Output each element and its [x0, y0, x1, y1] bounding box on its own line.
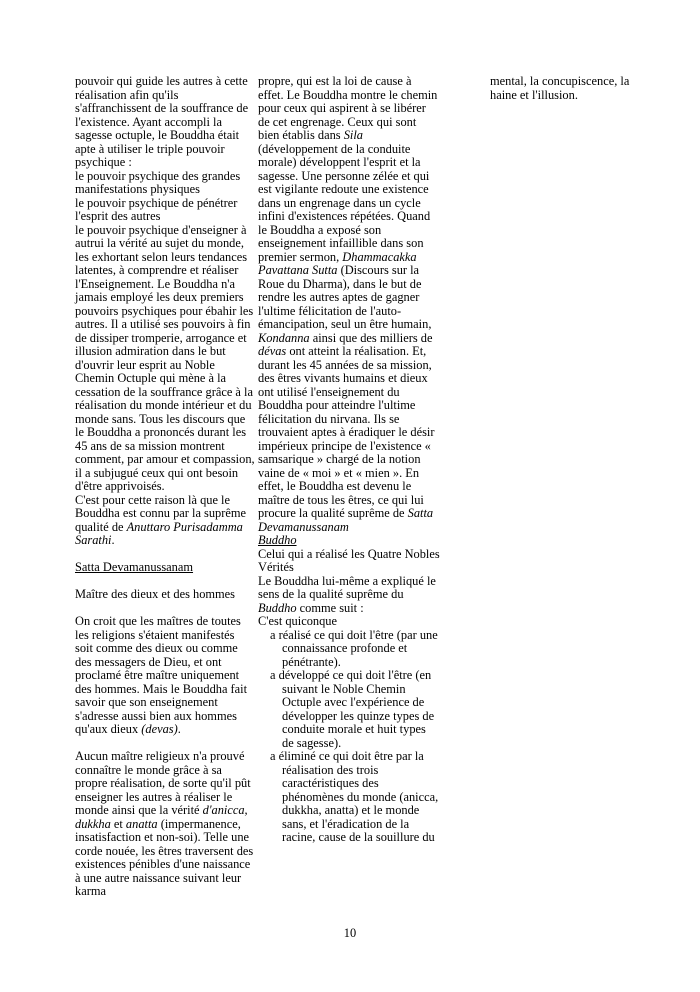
list-item: a éliminé ce qui doit être par la réalisation des trois caractéristiques des phénomènes du monde (anicca, dukkha, anatta) et le monde sans, et l'éradication de la racine, cause de la souillure du [270, 749, 439, 844]
list-item: a réalisé ce qui doit l'être (par une connaissance profonde et pénétrante). [270, 627, 438, 669]
section-subtitle: Maître des dieux et des hommes [75, 587, 236, 601]
paragraph: pouvoir qui guide les autres à cette réalisation afin qu'ils s'affranchissent de la souffrance de l'existence. Ayant accompli la sagesse octuple, le Bouddha était apte à utiliser le triple pouvoir psychique : [75, 74, 249, 169]
list-item: a développé ce qui doit l'être (en suivant le Noble Chemin Octuple avec l'expérience de développer les quinze types de conduite morale et huit types de sagesse). [270, 668, 435, 750]
paragraph: On croit que les maîtres de toutes les religions s'étaient manifestés soit comme des dieux ou comme des messagers de Dieu, et ont proclamé être maître uniquement des hommes. Mais le Bouddha fait savoir que son enseignement s'adresse aussi bien aux hommes qu'aux dieux (devas). [75, 614, 248, 736]
paragraph: le pouvoir psychique des grandes manifestations physiques [75, 168, 241, 196]
text-column-1 [75, 75, 255, 899]
text-column-2 [258, 75, 440, 845]
section-heading-buddho: Buddho [258, 533, 297, 547]
paragraph: propre, qui est la loi de cause à effet. Le Bouddha montre le chemin pour ceux qui aspirent à se libérer de cet engrenage. Ceux qui sont bien établis dans Sila (développement de la conduite morale) développent l'esprit et la sagesse. Une personne zélée et qui est vigilante redoute une existence dans un engrenage dans un cycle infini d'existences répétées. Quand le Bouddha a exposé son enseignement infaillible dans son premier sermon, Dhammacakka Pavattana Sutta (Discours sur la Roue du Dharma), dans le but de rendre les autres aptes de gagner l'ultime félicitation de l'auto-émancipation, seul un être humain, Kondanna ainsi que des milliers de dévas ont atteint la réalisation. Et, durant les 45 années de sa mission, des êtres vivants humains et dieux ont utilisé l'enseignement du Bouddha pour atteindre l'ultime félicitation du nirvana. Ils se trouvaient aptes à éradiquer le désir impérieux principe de l'existence « samsarique » chargé de la notion vaine de « moi » et « mien ». En effet, le Bouddha est devenu le maître de tous les êtres, ce qui lui procure la qualité suprême de Satta Devamanussanam [258, 74, 438, 534]
paragraph: C'est pour cette raison là que le Bouddha est connu par la suprême qualité de Anuttaro Purisadamma Sarathi. [75, 492, 247, 547]
section-heading-satta: Satta Devamanussanam [75, 560, 194, 574]
paragraph: Celui qui a réalisé les Quatre Nobles Vérités [258, 546, 440, 574]
paragraph: le pouvoir psychique de pénétrer l'esprit des autres [75, 195, 238, 223]
paragraph: mental, la concupiscence, la haine et l'illusion. [490, 74, 630, 102]
paragraph: C'est quiconque [258, 614, 337, 628]
paragraph: le pouvoir psychique d'enseigner à autrui la vérité au sujet du monde, les exhortant selon leurs tendances latentes, à comprendre et réaliser l'Enseignement. Le Bouddha n'a jamais employé les deux premiers pouvoirs psychiques pour ébahir les autres. Il a utilisé ses pouvoirs à fin de dissiper tromperie, arrogance et illusion admiration dans le but d'ouvrir leur esprit au Noble Chemin Octuple qui mène à la cessation de la souffrance grâce à la réalisation du monde intérieur et du monde sans. Tous les discours que le Bouddha a prononcés durant les 45 ans de sa mission montrent comment, par amour et compassion, il a subjugué ceux qui ont besoin d'être apprivoisés. [75, 222, 255, 493]
paragraph: Le Bouddha lui-même a expliqué le sens de la qualité suprême du Buddho comme suit : [258, 573, 436, 615]
text-column-3 [490, 75, 640, 102]
paragraph: Aucun maître religieux n'a prouvé connaître le monde grâce à sa propre réalisation, de sorte qu'il pût enseigner les autres à réaliser le monde ainsi que la vérité d'anicca, dukkha et anatta (impermanence, insatisfaction et non-soi). Telle une corde nouée, les êtres traversent des existences pénibles d'une naissance à une autre naissance suivant leur karma [75, 749, 254, 898]
page-number: 10 [343, 926, 357, 940]
